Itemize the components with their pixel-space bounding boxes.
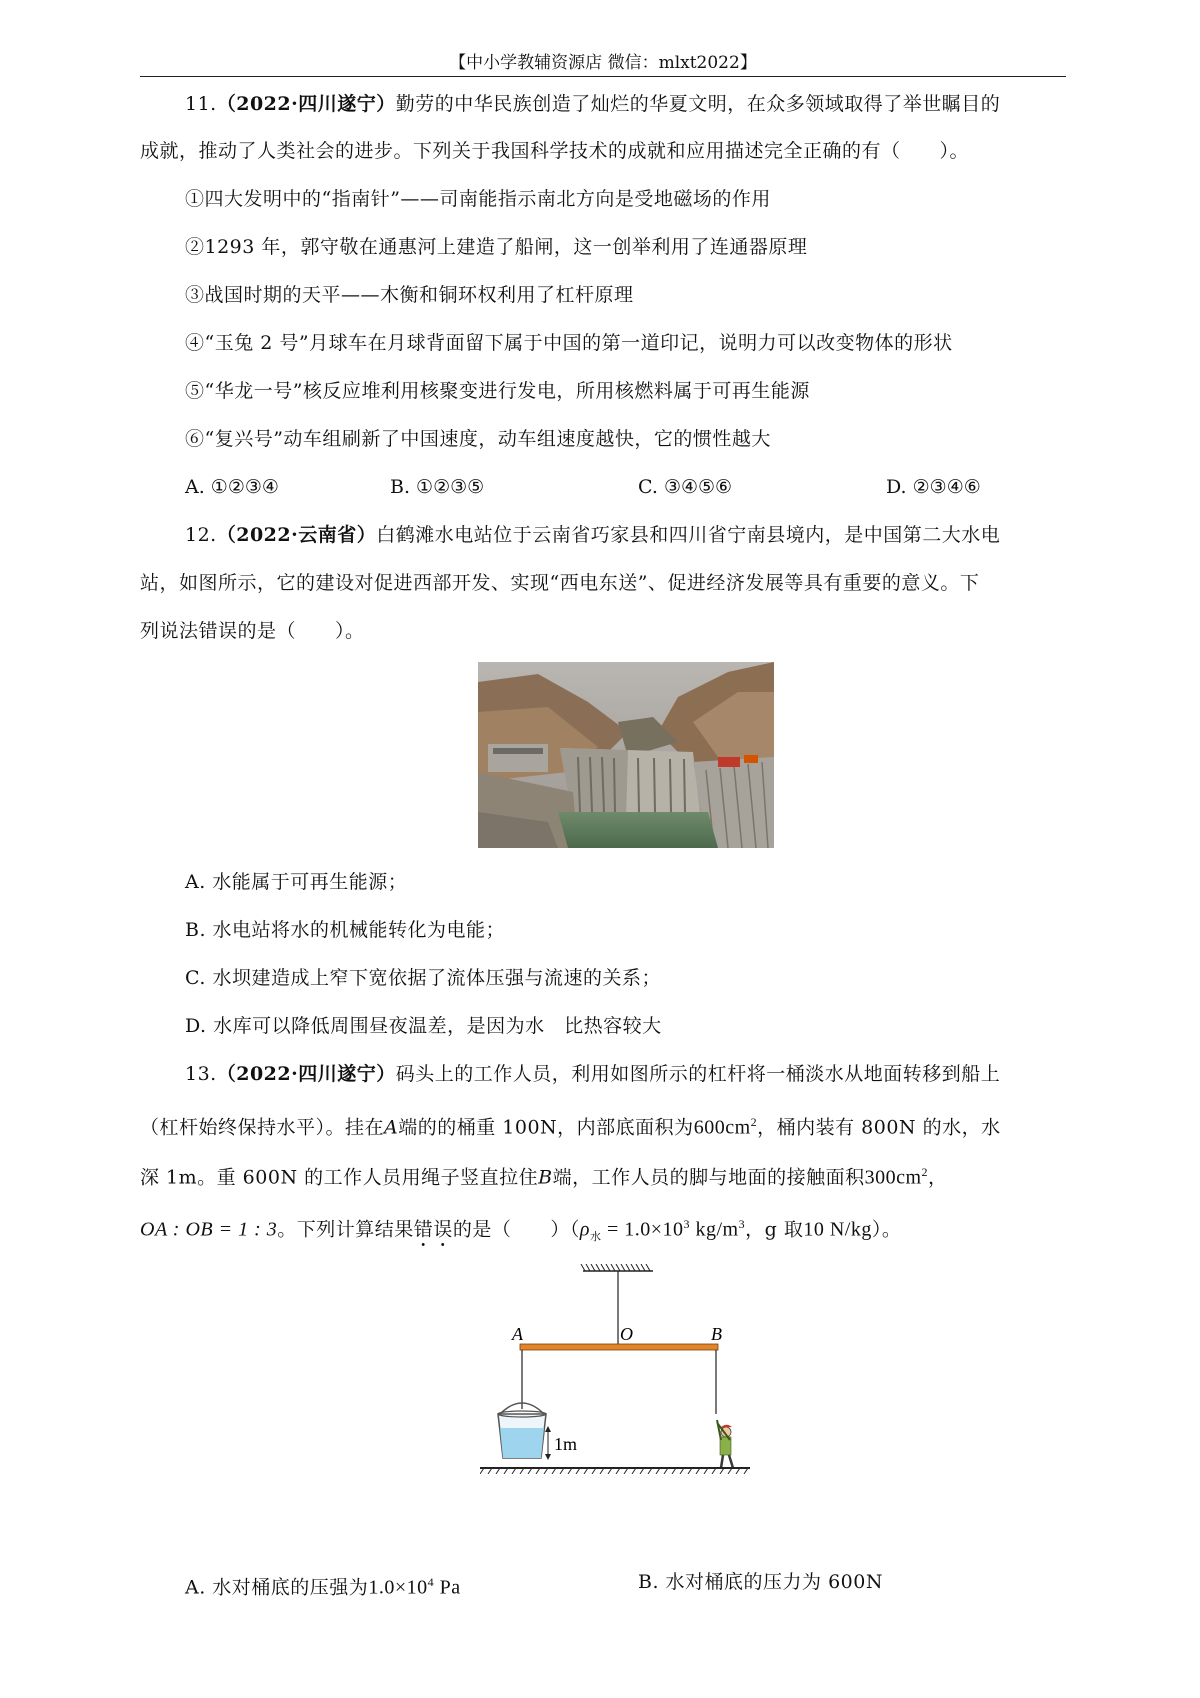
label-a: A: [512, 1324, 523, 1344]
q12-stem-line3: 列说法错误的是（ ）。: [140, 620, 365, 642]
q11-item-1: ①四大发明中的“指南针”——司南能指示南北方向是受地磁场的作用: [185, 188, 771, 210]
q13-stem-line4: OA : OB = 1 : 3。下列计算结果错误的是（ ）（$\rho_水 = 1.0\times 10^3$ $kg/m^3$，g 取10 N/kg）。: [140, 1217, 902, 1244]
bucket-water: [500, 1428, 544, 1458]
q11-item-4: ④“玉兔 2 号”月球车在月球背面留下属于中国的第一道印记，说明力可以改变物体的形状: [185, 332, 953, 354]
q12-option-a: A. 水能属于可再生能源；: [185, 871, 408, 893]
q11-item-6: ⑥“复兴号”动车组刷新了中国速度，动车组速度越快，它的惯性越大: [185, 428, 771, 450]
dam-photo: [478, 662, 774, 848]
q11-option-d: D. ②③④⑥: [886, 476, 981, 498]
lever-diagram: [480, 1264, 780, 1474]
q13-option-b: B. 水对桶底的压力为 600N: [638, 1571, 883, 1593]
q11-stem-line1: 11.（2022·四川遂宁）勤劳的中华民族创造了灿烂的华夏文明，在众多领域取得了举世瞩目的: [185, 93, 1001, 115]
depth-label: 1m: [554, 1434, 578, 1454]
q11-option-a: A. ①②③④: [185, 476, 279, 498]
q11-option-b: B. ①②③⑤: [390, 476, 485, 498]
header-rule: [140, 76, 1066, 77]
q12-stem-line1: 12.（2022·云南省）白鹤滩水电站位于云南省巧家县和四川省宁南县境内，是中国第二大水电: [185, 524, 1001, 546]
label-o: O: [620, 1324, 633, 1344]
page-header: 【中小学教辅资源店 微信：mlxt2022】: [449, 53, 757, 73]
q13-stem-line1: 13.（2022·四川遂宁）码头上的工作人员，利用如图所示的杠杆将一桶淡水从地面转移到船上: [185, 1063, 1001, 1085]
q11-item-3: ③战国时期的天平——木衡和铜环权利用了杠杆原理: [185, 284, 634, 306]
lever-bar: [520, 1344, 718, 1350]
q13-stem-line2: （杠杆始终保持水平）。挂在A端的的桶重 100N，内部底面积为$600cm^2$，桶内装有 800N 的水，水: [140, 1115, 1001, 1139]
ceiling-hatch: [581, 1264, 650, 1271]
label-b: B: [711, 1324, 722, 1344]
q12-option-d: D. 水库可以降低周围昼夜温差，是因为水 比热容较大: [185, 1015, 662, 1037]
q11-option-c: C. ③④⑤⑥: [638, 476, 733, 498]
q12-option-c: C. 水坝建造成上窄下宽依据了流体压强与流速的关系；: [185, 967, 661, 989]
q13-option-a: A. 水对桶底的压强为$1.0\times 10^4$ Pa: [185, 1575, 461, 1599]
q13-stem-line3: 深 1m。重 600N 的工作人员用绳子竖直拉住B端，工作人员的脚与地面的接触面积$300cm^2$，: [140, 1165, 948, 1189]
worker-figure: [717, 1420, 733, 1468]
q11-item-2: ②1293 年，郭守敬在通惠河上建造了船闸，这一创举利用了连通器原理: [185, 236, 808, 258]
q12-option-b: B. 水电站将水的机械能转化为电能；: [185, 919, 506, 941]
q11-stem-line2: 成就，推动了人类社会的进步。下列关于我国科学技术的成就和应用描述完全正确的有（ ）。: [140, 140, 970, 162]
q12-stem-line2: 站，如图所示，它的建设对促进西部开发、实现“西电东送”、促进经济发展等具有重要的意义。下: [140, 572, 980, 594]
q11-item-5: ⑤“华龙一号”核反应堆利用核聚变进行发电，所用核燃料属于可再生能源: [185, 380, 810, 402]
